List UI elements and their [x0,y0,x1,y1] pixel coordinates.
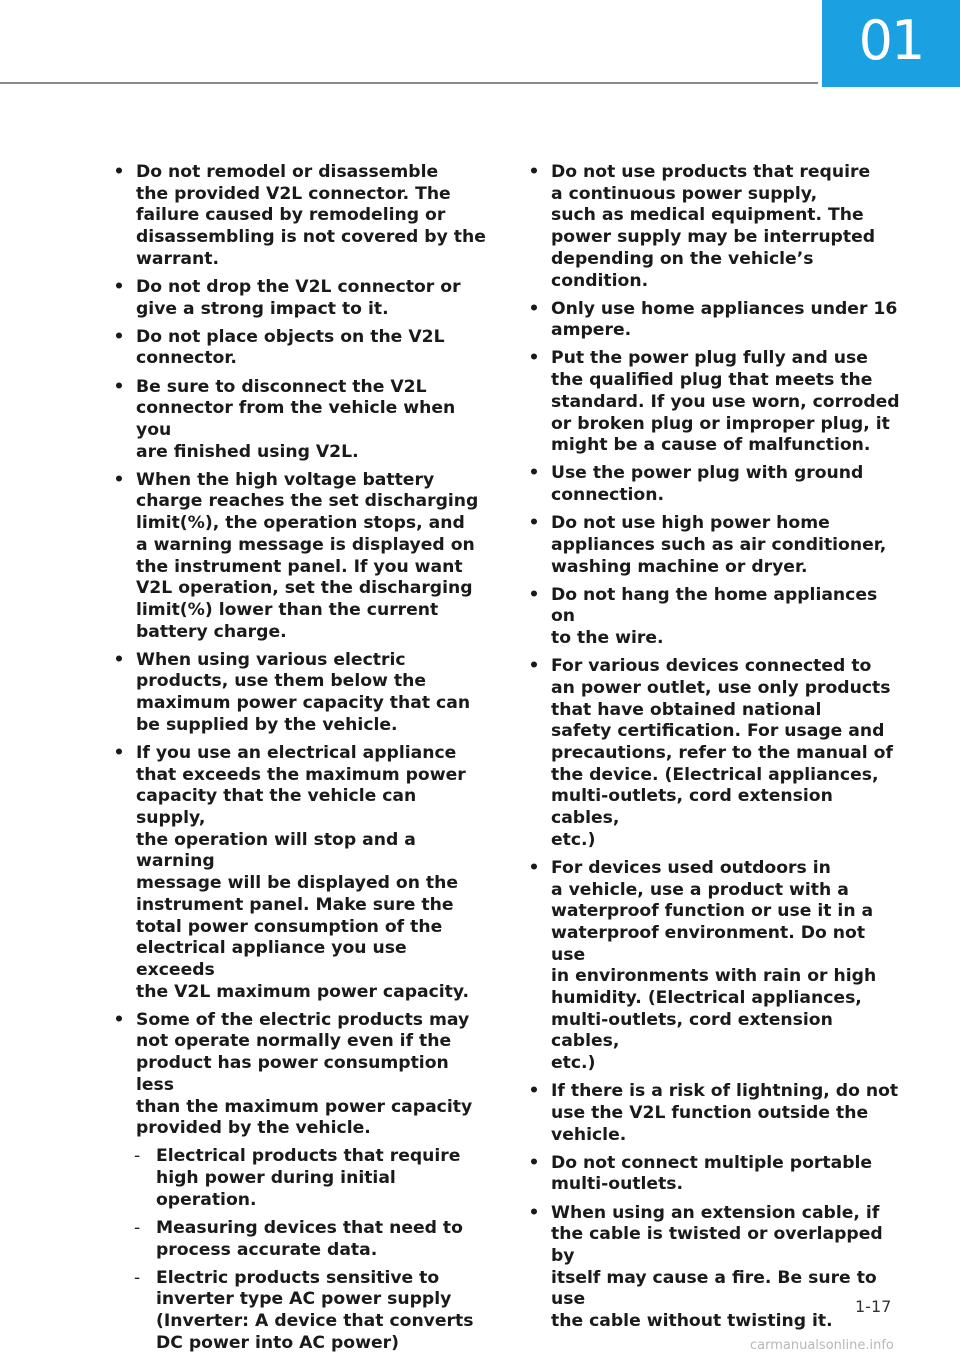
list-item-text: If there is a risk of lightning, do not use the V2L function outside the vehicle. [551,1081,899,1145]
bullet-icon: • [528,1202,540,1223]
bullet-icon: • [528,1081,540,1102]
bullet-icon: • [528,463,540,484]
bullet-icon: • [528,348,540,369]
list-item [112,162,490,271]
list-item [112,470,490,644]
list-item [527,585,905,650]
list-item-text: When the high voltage battery charge reaches the set discharging limit(%), the operation stops, and a warning message is displayed on the instrument panel. If you want V2L operation, set the discharging limit(%) lower than the current battery charge. [136,469,479,642]
sub-list-item-text: Electrical products that require high power during initial operation. [156,1146,461,1210]
sub-list-item [112,1218,490,1261]
bullet-icon: • [528,298,540,319]
list-item-text: Be sure to disconnect the V2L connector from the vehicle when you are finished using V2L. [136,376,456,462]
right-column [527,162,905,1339]
chapter-number: 01 [858,9,924,72]
bullet-icon: • [113,742,125,763]
bullet-icon: • [528,584,540,605]
list-item-text: Put the power plug fully and use the qualified plug that meets the standard. If you use worn, corroded or broken plug or improper plug, it might be a cause of malfunction. [551,348,900,456]
bullet-icon: • [113,326,125,347]
list-item-text: If you use an electrical appliance that exceeds the maximum power capacity that the vehicle can supply, the operation will stop and a warning message will be displayed on the instrument panel. Make sure the total power consumption of the electrical appliance you use exceeds the V2L maximum power capacity. [136,742,470,1002]
list-item-text: When using various electric products, use them below the maximum power capacity that can be supplied by the vehicle. [136,649,471,735]
list-item-text: Only use home appliances under 16 ampere. [551,298,898,341]
bullet-icon: • [113,376,125,397]
list-item [112,1010,490,1140]
bullet-icon: • [113,649,125,670]
list-item-text: When using an extension cable, if the cable is twisted or overlapped by itself may cause a fire. Be sure to use the cable without twisting it. [551,1202,883,1332]
list-item [112,327,490,370]
bullet-icon: • [528,162,540,182]
bullet-icon: • [528,513,540,534]
bullet-icon: • [113,469,125,490]
bullet-icon: • [113,276,125,297]
list-item-text: Do not place objects on the V2L connector. [136,326,445,369]
dash-icon: - [134,1267,141,1288]
list-item-text: Do not use high power home appliances such as air conditioner, washing machine or dryer. [551,513,887,577]
sub-list-item [112,1268,490,1355]
bullet-icon: • [113,162,125,182]
list-item-text: Use the power plug with ground connection. [551,463,864,506]
list-item [527,1203,905,1333]
list-item [527,513,905,578]
list-item-text: For devices used outdoors in a vehicle, use a product with a waterproof function or use it in a waterproof environment. Do not use in environments with rain or high humidity. (Electrical appliances, multi-outlets, cord extension cables, etc.) [551,857,877,1074]
sub-list-item-text: Measuring devices that need to process accurate data. [156,1217,463,1260]
list-item [527,299,905,342]
bullet-icon: • [528,1152,540,1173]
list-item [527,162,905,292]
list-item [112,743,490,1003]
list-item-text: Do not drop the V2L connector or give a strong impact to it. [136,276,461,319]
bullet-icon: • [113,1009,125,1030]
list-item-text: For various devices connected to an power outlet, use only products that have obtained national safety certification. For usage and precautions, refer to the manual of the device. (Electrical appliances, multi-outlets, cord extension cables, etc.) [551,656,893,850]
list-item-text: Do not connect multiple portable multi-outlets. [551,1152,873,1195]
list-item-text: Do not remodel or disassemble the provided V2L connector. The failure caused by remodeling or disassembling is not covered by the warrant. [136,162,486,269]
bullet-icon: • [528,656,540,677]
left-column [112,162,490,1361]
header-rule [0,82,818,84]
list-item [527,1153,905,1196]
list-item [112,650,490,737]
list-item [527,656,905,851]
list-item [527,348,905,457]
list-item-text: Do not use products that require a continuous power supply, such as medical equipment. The power supply may be interrupted depending on the vehicle’s condition. [551,162,876,291]
watermark-text[interactable]: carmanualsonline.info [750,1338,894,1353]
list-item [527,858,905,1075]
list-item-text: Some of the electric products may not operate normally even if the product has power consumption less than the maximum power capacity provided by the vehicle. [136,1009,473,1139]
sub-list-item-text: Electric products sensitive to inverter type AC power supply (Inverter: A device that converts DC power into AC power) [156,1267,474,1353]
bullet-icon: • [528,857,540,878]
chapter-tab [822,0,960,87]
list-item [527,1081,905,1146]
list-item [527,463,905,506]
dash-icon: - [134,1217,141,1238]
list-item [112,377,490,464]
list-item-text: Do not hang the home appliances on to the wire. [551,584,878,649]
list-item [112,277,490,320]
dash-icon: - [134,1146,141,1167]
page-number: 1-17 [855,1297,892,1316]
sub-list-item [112,1146,490,1211]
